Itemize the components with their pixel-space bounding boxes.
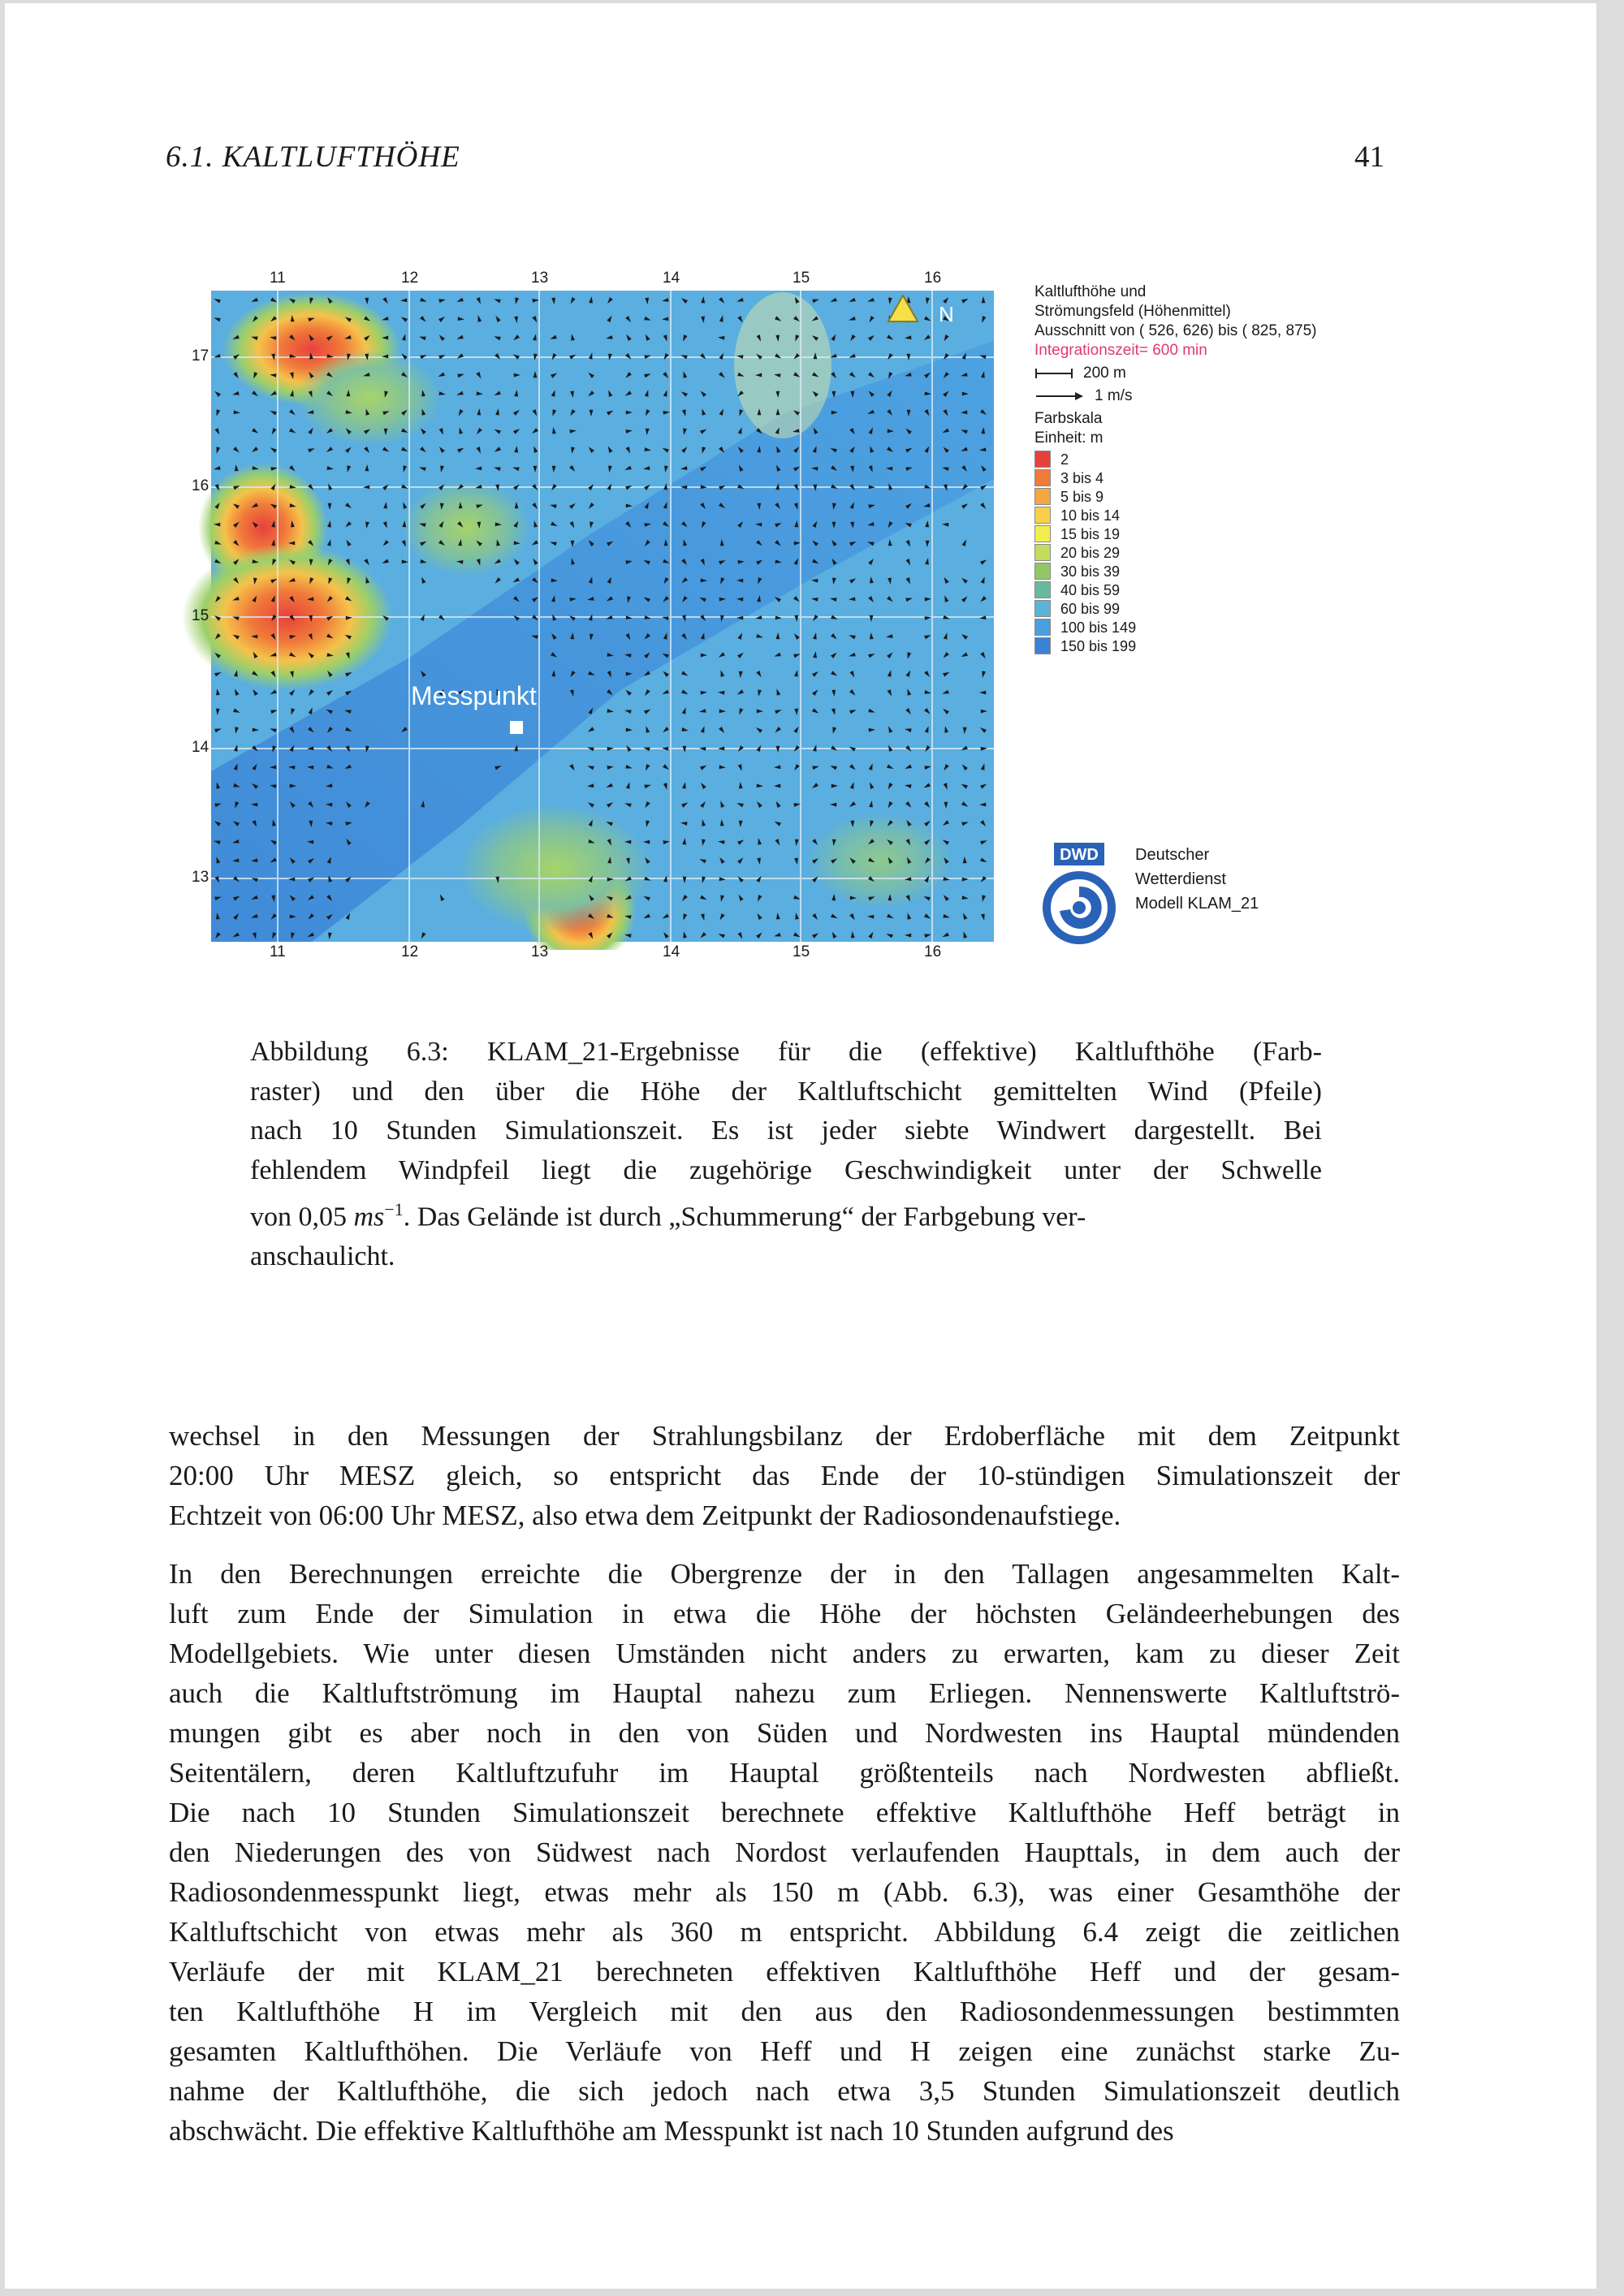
color-swatch [1034,544,1051,561]
color-class-row [1034,599,1440,618]
caption-line-5-a: von 0,05 [250,1202,347,1232]
distance-scale [1034,364,1440,383]
para2-line: Verläufe der mit KLAM_21 berechneten effektiven Kaltlufthöhe Heff und der gesam- [169,1956,1400,1987]
axis-tick-label: 14 [192,739,209,756]
axis-tick-label: 15 [793,943,810,960]
caption-line-5-b: . Das Gelände ist durch „Schummerung“ der Farbgebung ver- [403,1202,1086,1232]
para2-line: gesamten Kaltlufthöhen. Die Verläufe von Heff und H zeigen eine zunächst starke Zu- [169,2035,1400,2067]
map-label-messpunkt: Messpunkt [411,681,537,710]
color-class-row [1034,487,1440,506]
color-class-row [1034,506,1440,524]
north-label: N [939,302,954,326]
legend-extent: Ausschnitt von ( 526, 626) bis ( 825, 875) [1034,322,1317,339]
distance-scale-bar-icon [1034,368,1073,379]
axis-tick-label: 12 [401,943,419,960]
axis-tick-label: 12 [401,270,419,287]
distance-scale-label: 200 m [1083,365,1126,382]
color-swatch [1034,563,1051,580]
color-class-row [1034,524,1440,543]
color-scale-unit: Einheit: m [1034,429,1104,447]
axis-tick-label: 15 [793,270,810,287]
dwd-line-2: Wetterdienst [1135,870,1226,888]
caption-unit: ms [353,1202,385,1232]
dwd-line-3: Modell KLAM_21 [1135,895,1259,913]
body-paragraph-2 [169,1554,1400,2151]
color-class-label: 15 bis 19 [1060,525,1121,542]
caption-unit-exponent: −1 [384,1199,404,1219]
dwd-block [1033,839,1358,945]
caption-line-6: anschaulicht. [250,1241,395,1271]
para2-line: Modellgebiets. Wie unter diesen Umständen nicht anders zu erwarten, kam zu dieser Zeit [169,1638,1400,1669]
axis-tick-label: 14 [663,270,680,287]
para2-line: nahme der Kaltlufthöhe, die sich jedoch nach etwa 3,5 Stunden Simulationszeit deutlich [169,2075,1400,2107]
para2-line: Seitentälern, deren Kaltluftzufuhr im Hauptal größtenteils nach Nordwesten abfließt. [169,1757,1400,1789]
para2-line: In den Berechnungen erreichte die Obergrenze der in den Tallagen angesammelten Kalt- [169,1558,1400,1590]
para2-line: Die nach 10 Stunden Simulationszeit berechnete effektive Kaltlufthöhe Heff beträgt in [169,1797,1400,1828]
color-scale-classes [1034,450,1440,655]
dwd-text [1135,843,1259,916]
wind-scale-arrow-icon [1034,391,1085,402]
axis-tick-label: 16 [924,943,942,960]
axis-tick-label: 17 [192,347,209,365]
dwd-line-1: Deutscher [1135,846,1210,864]
caption-line-1: Abbildung 6.3: KLAM_21-Ergebnisse für die (effektive) Kaltlufthöhe (Farb- [250,1037,1322,1067]
axis-tick-label: 13 [531,943,549,960]
axis-tick-label: 14 [663,943,680,960]
body-paragraph-1 [169,1416,1400,1535]
para2-line: luft zum Ende der Simulation in etwa die Höhe der höchsten Geländeerhebungen des [169,1598,1400,1629]
legend-title-1: Kaltlufthöhe und [1034,283,1147,300]
dwd-logo-icon [1033,839,1122,945]
color-swatch [1034,581,1051,598]
caption-line-2: raster) und den über die Höhe der Kaltluftschicht gemittelten Wind (Pfeile) [250,1076,1322,1107]
color-class-label: 40 bis 59 [1060,581,1121,598]
para2-line: Radiosondenmesspunkt liegt, etwas mehr als 150 m (Abb. 6.3), was einer Gesamthöhe der [169,1876,1400,1908]
axis-tick-label: 13 [531,270,549,287]
dwd-logo-text: DWD [1060,846,1099,864]
para2-line: Kaltluftschicht von etwas mehr als 360 m entspricht. Abbildung 6.4 zeigt die zeitlichen [169,1916,1400,1948]
color-class-row [1034,580,1440,599]
kaltluft-map-figure [166,268,994,950]
para1-line: Echtzeit von 06:00 Uhr MESZ, also etwa dem Zeitpunkt der Radiosondenaufstiege. [169,1500,1121,1531]
green-region-3 [458,804,653,934]
legend [1034,283,1440,655]
bright-ridge [734,292,831,438]
color-class-label: 30 bis 39 [1060,563,1121,580]
para2-line: auch die Kaltluftströmung im Hauptal nahezu zum Erliegen. Nennenswerte Kaltluftströ- [169,1677,1400,1709]
color-swatch [1034,600,1051,617]
color-swatch [1034,488,1051,505]
color-class-label: 60 bis 99 [1060,600,1121,617]
color-scale-title: Farbskala [1034,410,1103,427]
caption-line-4: fehlendem Windpfeil liegt die zugehörige Geschwindigkeit unter der Schwelle [250,1154,1322,1185]
axis-tick-label: 16 [192,477,209,494]
axis-tick-label: 11 [270,270,286,287]
color-swatch [1034,525,1051,542]
color-swatch [1034,619,1051,636]
legend-integration-time: Integrationszeit= 600 min [1034,342,1207,359]
color-class-label: 3 bis 4 [1060,469,1104,486]
color-class-label: 2 [1060,451,1069,468]
color-class-label: 20 bis 29 [1060,544,1121,561]
color-class-label: 10 bis 14 [1060,507,1121,524]
axis-tick-label: 16 [924,270,942,287]
color-class-row [1034,637,1440,655]
para1-line: wechsel in den Messungen der Strahlungsbilanz der Erdoberfläche mit dem Zeitpunkt [169,1420,1400,1452]
legend-title-2: Strömungsfeld (Höhenmittel) [1034,303,1231,320]
axis-tick-label: 13 [192,869,209,886]
axis-tick-label: 15 [192,607,209,624]
color-class-row [1034,450,1440,468]
axis-tick-label: 11 [270,943,286,960]
color-class-row [1034,618,1440,637]
color-swatch [1034,507,1051,524]
green-region-2 [296,349,442,447]
color-swatch [1034,469,1051,486]
color-class-label: 5 bis 9 [1060,488,1104,505]
para2-line: abschwächt. Die effektive Kaltlufthöhe am Messpunkt ist nach 10 Stunden aufgrund des [169,2115,1174,2147]
section-title: 6.1. KALTLUFTHÖHE [166,140,460,174]
caption-line-3: nach 10 Stunden Simulationszeit. Es ist jeder siebte Windwert dargestellt. Bei [250,1116,1322,1146]
figure-caption [250,1033,1322,1276]
caption-line-5 [250,1190,1322,1237]
para2-line: den Niederungen des von Südwest nach Nordost verlaufenden Haupttals, in dem auch der [169,1836,1400,1868]
color-class-row [1034,468,1440,487]
messpunkt-marker [510,721,523,734]
color-class-row [1034,562,1440,580]
color-swatch [1034,637,1051,654]
wind-scale-label: 1 m/s [1095,387,1133,404]
page-number: 41 [1354,140,1384,174]
para2-line: mungen gibt es aber noch in den von Süden und Nordwesten ins Hauptal mündenden [169,1717,1400,1749]
wind-scale [1034,386,1440,406]
para1-line: 20:00 Uhr MESZ gleich, so entspricht das Ende der 10-stündigen Simulationszeit der [169,1460,1400,1491]
para2-line: ten Kaltlufthöhe H im Vergleich mit den aus den Radiosondenmessungen bestimmten [169,1996,1400,2027]
map-raster [166,268,994,950]
color-class-row [1034,543,1440,562]
color-class-label: 150 bis 199 [1060,637,1137,654]
color-class-label: 100 bis 149 [1060,619,1137,636]
color-swatch [1034,451,1051,468]
